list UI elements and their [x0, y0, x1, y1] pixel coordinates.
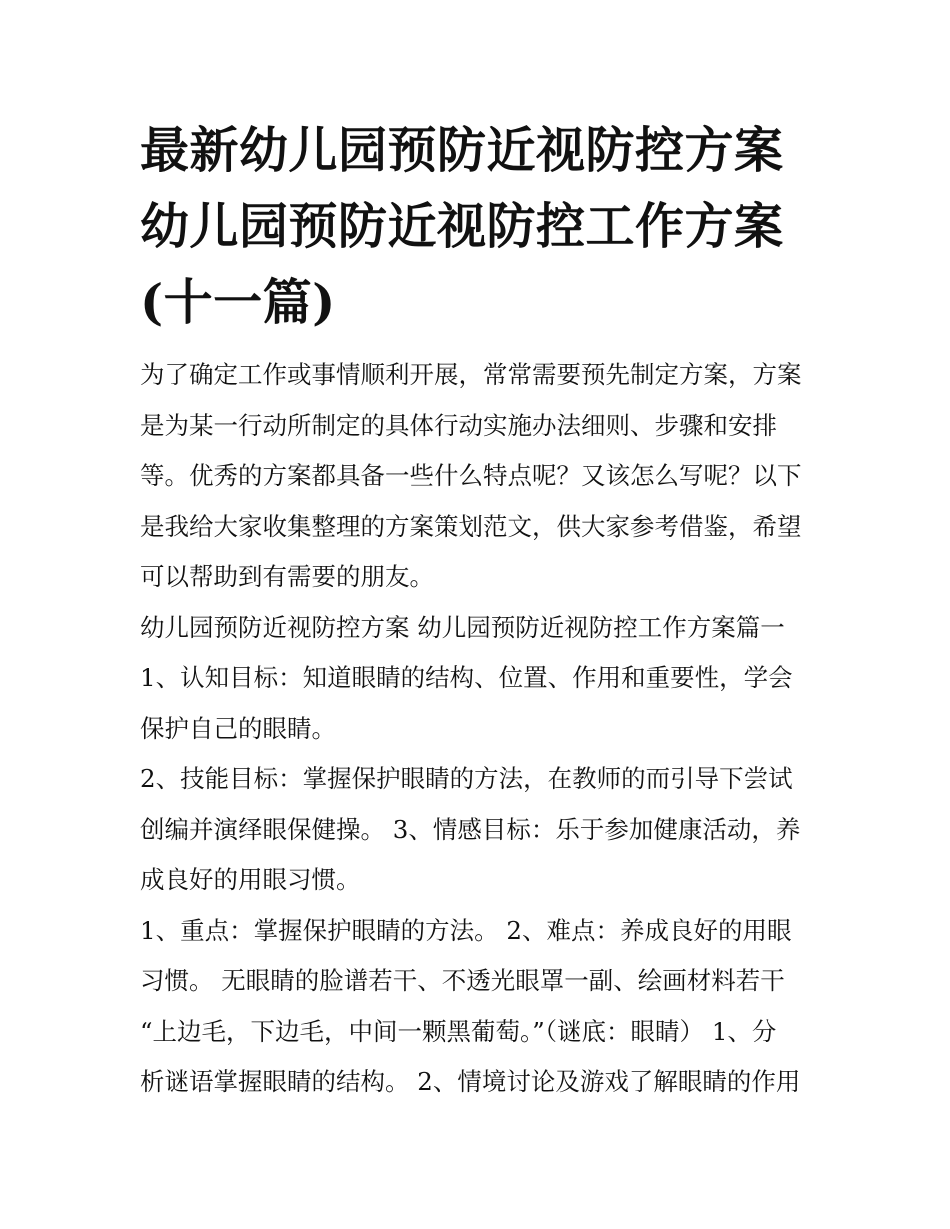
title-line: (十一篇)	[140, 273, 336, 331]
title-line: 幼儿园预防近视防控工作方案	[140, 197, 784, 255]
text-line: 1、重点：掌握保护眼睛的方法。 2、难点：养成良好的用眼	[140, 915, 792, 945]
document-title	[140, 112, 815, 340]
text-line: 创编并演绎眼保健操。 3、情感目标：乐于参加健康活动，养	[140, 814, 801, 844]
cognitive-goal-paragraph	[140, 653, 815, 754]
text-line: 习惯。 无眼睛的脸谱若干、不透光眼罩一副、绘画材料若干	[140, 966, 785, 995]
title-line: 最新幼儿园预防近视防控方案	[140, 121, 784, 179]
document-page	[140, 112, 815, 1108]
text-line: 成良好的用眼习惯。	[140, 865, 361, 894]
section-heading	[140, 603, 815, 654]
text-line: “上边毛，下边毛，中间一颗黑葡萄。”（谜底：眼睛） 1、分	[140, 1016, 777, 1046]
text-line: 等。优秀的方案都具备一些什么特点呢？又该怎么写呢？以下	[140, 461, 802, 490]
skill-goal-paragraph	[140, 754, 815, 906]
text-line: 可以帮助到有需要的朋友。	[140, 562, 434, 591]
text-line: 2、技能目标：掌握保护眼睛的方法，在教师的而引导下尝试	[140, 764, 793, 793]
text-line: 1、认知目标：知道眼睛的结构、位置、作用和重要性，学会	[140, 663, 793, 692]
text-line: 幼儿园预防近视防控方案 幼儿园预防近视防控工作方案篇一	[140, 612, 785, 642]
text-line: 为了确定工作或事情顺利开展，常常需要预先制定方案，方案	[140, 360, 802, 389]
key-points-paragraph	[140, 906, 815, 1108]
text-line: 是为某一行动所制定的具体行动实施办法细则、步骤和安排	[140, 410, 777, 440]
intro-paragraph	[140, 350, 815, 603]
text-line: 析谜语掌握眼睛的结构。 2、情境讨论及游戏了解眼睛的作用	[140, 1067, 801, 1096]
text-line: 保护自己的眼睛。	[140, 713, 336, 743]
text-line: 是我给大家收集整理的方案策划范文，供大家参考借鉴，希望	[140, 511, 802, 541]
